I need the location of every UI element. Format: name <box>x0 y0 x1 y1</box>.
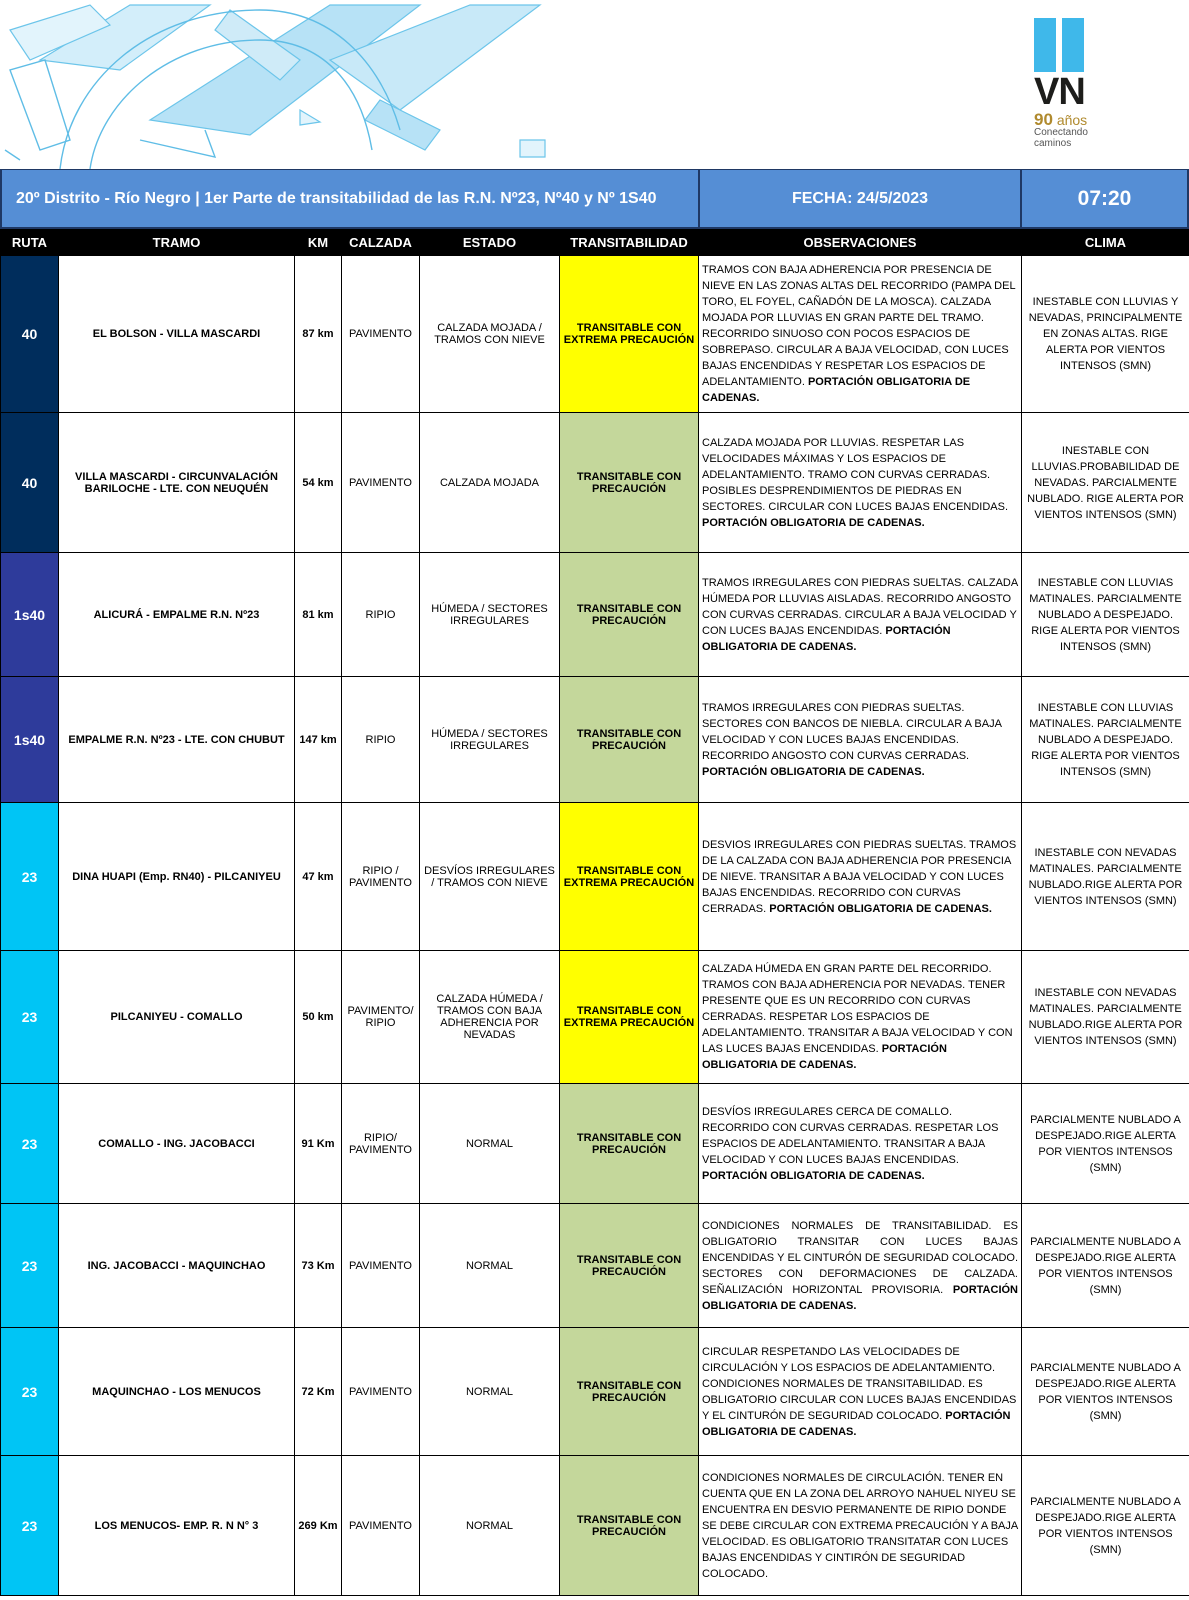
transitability-table <box>0 229 1189 1596</box>
clima-cell: PARCIALMENTE NUBLADO A DESPEJADO.RIGE ALERTA POR VIENTOS INTENSOS (SMN) <box>1022 1328 1189 1456</box>
header-banner <box>0 0 1189 169</box>
ruta-cell: 23 <box>1 951 59 1084</box>
obs-bold-text: PORTACIÓN OBLIGATORIA DE CADENAS. <box>769 902 992 915</box>
table-row <box>1 1204 1189 1328</box>
clima-cell: INESTABLE CON LLUVIAS MATINALES. PARCIALMENTE NUBLADO A DESPEJADO. RIGE ALERTA POR VIENTOS INTENSOS (SMN) <box>1022 677 1189 803</box>
logo-text: VN <box>1034 71 1085 113</box>
report-title: 20º Distrito - Río Negro | 1er Parte de transitabilidad de las R.N. Nº23, Nº40 y Nº 1S40 <box>2 170 698 227</box>
km-cell: 87 km <box>295 256 342 413</box>
col-header-calzada: CALZADA <box>342 230 420 256</box>
table-row <box>1 1084 1189 1204</box>
km-cell: 47 km <box>295 803 342 951</box>
transitabilidad-cell: TRANSITABLE CON PRECAUCIÓN <box>560 1204 699 1328</box>
ruta-cell: 23 <box>1 803 59 951</box>
clima-cell: INESTABLE CON LLUVIAS.PROBABILIDAD DE NEVADAS. PARCIALMENTE NUBLADO. RIGE ALERTA POR VIENTOS INTENSOS (SMN) <box>1022 413 1189 553</box>
obs-text: CONDICIONES NORMALES DE CIRCULACIÓN. TENER EN CUENTA QUE EN LA ZONA DEL ARROYO NAHUEL NIYEU SE ENCUENTRA EN DESVIO PERMANENTE DE RIPIO DONDE SE DEBE CIRCULAR CON EXTREMA PRECAUCIÓN Y A BAJA VELOCIDAD. ES OBLIGATORIO TRANSITATAR CON LUCES BAJAS ENCENDIDAS Y CINTIRÓN DE SEGURIDAD COLOCADO. <box>702 1471 1018 1580</box>
report-time: 07:20 <box>1022 170 1187 227</box>
estado-cell: HÚMEDA / SECTORES IRREGULARES <box>420 677 560 803</box>
col-header-clima: CLIMA <box>1022 230 1189 256</box>
tramo-cell: COMALLO - ING. JACOBACCI <box>59 1084 295 1204</box>
observaciones-cell <box>699 256 1022 413</box>
ruta-cell: 23 <box>1 1328 59 1456</box>
ruta-cell: 23 <box>1 1456 59 1596</box>
transitabilidad-cell: TRANSITABLE CON PRECAUCIÓN <box>560 677 699 803</box>
logo-bar-right <box>1062 18 1084 72</box>
transitabilidad-cell: TRANSITABLE CON EXTREMA PRECAUCIÓN <box>560 256 699 413</box>
obs-bold-text: PORTACIÓN OBLIGATORIA DE CADENAS. <box>702 376 971 404</box>
tramo-cell: ALICURÁ - EMPALME R.N. Nº23 <box>59 553 295 677</box>
calzada-cell: PAVIMENTO/ RIPIO <box>342 951 420 1084</box>
ruta-cell: 1s40 <box>1 553 59 677</box>
clima-cell: PARCIALMENTE NUBLADO A DESPEJADO.RIGE ALERTA POR VIENTOS INTENSOS (SMN) <box>1022 1456 1189 1596</box>
obs-bold-text: PORTACIÓN OBLIGATORIA DE CADENAS. <box>702 765 925 778</box>
km-cell: 91 Km <box>295 1084 342 1204</box>
col-header-ruta: RUTA <box>1 230 59 256</box>
obs-text: CALZADA MOJADA POR LLUVIAS. RESPETAR LAS VELOCIDADES MÁXIMAS Y LOS ESPACIOS DE ADELANTAMIENTO. TRAMO CON CURVAS CERRADAS. POSIBLES DESPRENDIMIENTOS DE PIEDRAS EN SECTORES. CIRCULAR CON LUCES BAJAS ENCENDIDAS. <box>702 436 1009 513</box>
tramo-cell: ING. JACOBACCI - MAQUINCHAO <box>59 1204 295 1328</box>
observaciones-cell <box>699 951 1022 1084</box>
calzada-cell: RIPIO/ PAVIMENTO <box>342 1084 420 1204</box>
col-header-estado: ESTADO <box>420 230 560 256</box>
observaciones-cell <box>699 803 1022 951</box>
observaciones-cell <box>699 413 1022 553</box>
estado-cell: CALZADA MOJADA / TRAMOS CON NIEVE <box>420 256 560 413</box>
estado-cell: NORMAL <box>420 1204 560 1328</box>
logo-tagline: Conectando caminos <box>1034 127 1088 149</box>
obs-text: DESVIOS IRREGULARES CON PIEDRAS SUELTAS. TRAMOS DE LA CALZADA CON BAJA ADHERENCIA POR PRESENCIA DE NIEVE. TRANSITAR A BAJA VELOCIDAD Y CON LUCES BAJAS ENCENDIDAS. RECORRIDO CON CURVAS CERRADAS. <box>702 838 1017 915</box>
observaciones-cell <box>699 677 1022 803</box>
transitabilidad-cell: TRANSITABLE CON EXTREMA PRECAUCIÓN <box>560 803 699 951</box>
clima-cell: INESTABLE CON LLUVIAS MATINALES. PARCIALMENTE NUBLADO A DESPEJADO. RIGE ALERTA POR VIENTOS INTENSOS (SMN) <box>1022 553 1189 677</box>
km-cell: 73 Km <box>295 1204 342 1328</box>
calzada-cell: PAVIMENTO <box>342 256 420 413</box>
tramo-cell: EMPALME R.N. Nº23 - LTE. CON CHUBUT <box>59 677 295 803</box>
observaciones-cell <box>699 1328 1022 1456</box>
logo-anos-number: 90 <box>1034 110 1053 129</box>
obs-text: TRAMOS CON BAJA ADHERENCIA POR PRESENCIA DE NIEVE EN LAS ZONAS ALTAS DEL RECORRIDO (PAMPA DEL TORO, EL FOYEL, CAÑADÓN DE LA MOSCA). CALZADA MOJADA POR LLUVIAS EN GRAN PARTE DEL TRAMO. RECORRIDO SINUOSO CON POCOS ESPACIOS DE SOBREPASO. CIRCULAR A BAJA VELOCIDAD, CON LUCES BAJAS ENCENDIDAS Y RESPETAR LOS ESPACIOS DE ADELANTAMIENTO. <box>702 264 1016 388</box>
transitabilidad-cell: TRANSITABLE CON PRECAUCIÓN <box>560 1456 699 1596</box>
estado-cell: DESVÍOS IRREGULARES / TRAMOS CON NIEVE <box>420 803 560 951</box>
report-date: FECHA: 24/5/2023 <box>700 170 1020 227</box>
transitabilidad-cell: TRANSITABLE CON PRECAUCIÓN <box>560 413 699 553</box>
col-header-transitabilidad: TRANSITABILIDAD <box>560 230 699 256</box>
transitabilidad-cell: TRANSITABLE CON PRECAUCIÓN <box>560 1328 699 1456</box>
transitabilidad-cell: TRANSITABLE CON PRECAUCIÓN <box>560 1084 699 1204</box>
obs-bold-text: PORTACIÓN OBLIGATORIA DE CADENAS. <box>702 624 951 653</box>
col-header-tramo: TRAMO <box>59 230 295 256</box>
ruta-cell: 40 <box>1 413 59 553</box>
km-cell: 54 km <box>295 413 342 553</box>
tramo-cell: MAQUINCHAO - LOS MENUCOS <box>59 1328 295 1456</box>
ruta-cell: 40 <box>1 256 59 413</box>
ruta-cell: 23 <box>1 1204 59 1328</box>
obs-text: TRAMOS IRREGULARES CON PIEDRAS SUELTAS. CALZADA HÚMEDA POR LLUVIAS AISLADAS. RECORRIDO ANGOSTO CON CURVAS CERRADAS. CIRCULAR A BAJA VELOCIDAD Y CON LUCES BAJAS ENCENDIDAS. <box>702 576 1018 637</box>
tramo-cell: DINA HUAPI (Emp. RN40) - PILCANIYEU <box>59 803 295 951</box>
clima-cell: INESTABLE CON NEVADAS MATINALES. PARCIALMENTE NUBLADO.RIGE ALERTA POR VIENTOS INTENSOS (SMN) <box>1022 803 1189 951</box>
estado-cell: NORMAL <box>420 1084 560 1204</box>
calzada-cell: PAVIMENTO <box>342 1328 420 1456</box>
table-row <box>1 677 1189 803</box>
table-row <box>1 951 1189 1084</box>
km-cell: 50 km <box>295 951 342 1084</box>
clima-cell: INESTABLE CON LLUVIAS Y NEVADAS, PRINCIPALMENTE EN ZONAS ALTAS. RIGE ALERTA POR VIENTOS INTENSOS (SMN) <box>1022 256 1189 413</box>
obs-bold-text: PORTACIÓN OBLIGATORIA DE CADENAS. <box>702 1043 947 1071</box>
transitabilidad-cell: TRANSITABLE CON PRECAUCIÓN <box>560 553 699 677</box>
clima-cell: INESTABLE CON NEVADAS MATINALES. PARCIALMENTE NUBLADO.RIGE ALERTA POR VIENTOS INTENSOS (SMN) <box>1022 951 1189 1084</box>
estado-cell: CALZADA MOJADA <box>420 413 560 553</box>
observaciones-cell <box>699 1204 1022 1328</box>
estado-cell: CALZADA HÚMEDA / TRAMOS CON BAJA ADHERENCIA POR NEVADAS <box>420 951 560 1084</box>
km-cell: 147 km <box>295 677 342 803</box>
km-cell: 72 Km <box>295 1328 342 1456</box>
calzada-cell: RIPIO / PAVIMENTO <box>342 803 420 951</box>
estado-cell: NORMAL <box>420 1456 560 1596</box>
table-row <box>1 803 1189 951</box>
calzada-cell: RIPIO <box>342 677 420 803</box>
observaciones-cell <box>699 1084 1022 1204</box>
col-header-observaciones: OBSERVACIONES <box>699 230 1022 256</box>
transitabilidad-cell: TRANSITABLE CON EXTREMA PRECAUCIÓN <box>560 951 699 1084</box>
tramo-cell: LOS MENUCOS- EMP. R. N N° 3 <box>59 1456 295 1596</box>
clima-cell: PARCIALMENTE NUBLADO A DESPEJADO.RIGE ALERTA POR VIENTOS INTENSOS (SMN) <box>1022 1204 1189 1328</box>
obs-text: CONDICIONES NORMALES DE TRANSITABILIDAD. ES OBLIGATORIO TRANSITAR CON LUCES BAJAS ENCENDIDAS Y EL CINTURÓN DE SEGURIDAD COLOCADO. SECTORES CON DEFORMACIONES DE CALZADA. SEÑALIZACIÓN HORIZONTAL PROVISORIA. <box>702 1219 1018 1296</box>
table-row <box>1 1456 1189 1596</box>
obs-bold-text: PORTACIÓN OBLIGATORIA DE CADENAS. <box>702 1283 1018 1312</box>
observaciones-cell <box>699 1456 1022 1596</box>
vialidad-nacional-logo <box>1034 18 1134 158</box>
table-row <box>1 1328 1189 1456</box>
obs-text: DESVÍOS IRREGULARES CERCA DE COMALLO. RECORRIDO CON CURVAS CERRADAS. RESPETAR LOS ESPACIOS DE ADELANTAMIENTO. TRANSITAR A BAJA VELOCIDAD Y CON LUCES BAJAS ENCENDIDAS. <box>702 1105 999 1166</box>
clima-cell: PARCIALMENTE NUBLADO A DESPEJADO.RIGE ALERTA POR VIENTOS INTENSOS (SMN) <box>1022 1084 1189 1204</box>
table-row <box>1 553 1189 677</box>
ruta-cell: 1s40 <box>1 677 59 803</box>
col-header-km: KM <box>295 230 342 256</box>
logo-bar-left <box>1034 18 1056 72</box>
table-header-row <box>1 230 1189 256</box>
km-cell: 269 Km <box>295 1456 342 1596</box>
tramo-cell: EL BOLSON - VILLA MASCARDI <box>59 256 295 413</box>
tramo-cell: PILCANIYEU - COMALLO <box>59 951 295 1084</box>
logo-anos-word: años <box>1056 112 1088 128</box>
observaciones-cell <box>699 553 1022 677</box>
title-bar <box>0 169 1189 229</box>
obs-bold-text: PORTACIÓN OBLIGATORIA DE CADENAS. <box>702 1169 925 1182</box>
ruta-cell: 23 <box>1 1084 59 1204</box>
estado-cell: HÚMEDA / SECTORES IRREGULARES <box>420 553 560 677</box>
estado-cell: NORMAL <box>420 1328 560 1456</box>
calzada-cell: RIPIO <box>342 553 420 677</box>
calzada-cell: PAVIMENTO <box>342 413 420 553</box>
tramo-cell: VILLA MASCARDI - CIRCUNVALACIÓN BARILOCHE - LTE. CON NEUQUÉN <box>59 413 295 553</box>
obs-bold-text: PORTACIÓN OBLIGATORIA DE CADENAS. <box>702 1409 1011 1438</box>
calzada-cell: PAVIMENTO <box>342 1456 420 1596</box>
km-cell: 81 km <box>295 553 342 677</box>
calzada-cell: PAVIMENTO <box>342 1204 420 1328</box>
obs-text: CIRCULAR RESPETANDO LAS VELOCIDADES DE CIRCULACIÓN Y LOS ESPACIOS DE ADELANTAMIENTO. CONDICIONES NORMALES DE TRANSITABILIDAD. ES OBLIGATORIO CIRCULAR CON LUCES BAJAS ENCENDIDAS Y EL CINTURÓN DE SEGURIDAD COLOCADO. <box>702 1345 1017 1422</box>
obs-text: TRAMOS IRREGULARES CON PIEDRAS SUELTAS. SECTORES CON BANCOS DE NIEBLA. CIRCULAR A BAJA VELOCIDAD Y CON LUCES BAJAS ENCENDIDAS. RECORRIDO ANGOSTO CON CURVAS CERRADAS. <box>702 701 1002 762</box>
table-row <box>1 413 1189 553</box>
table-row <box>1 256 1189 413</box>
logo-anniversary <box>1034 112 1087 128</box>
obs-text: CALZADA HÚMEDA EN GRAN PARTE DEL RECORRIDO. TRAMOS CON BAJA ADHERENCIA POR NEVADAS. TENER PRESENTE QUE ES UN RECORRIDO CON CURVAS CERRADAS. RESPETAR LOS ESPACIOS DE ADELANTAMIENTO. TRANSITAR A BAJA VELOCIDAD Y CON LAS LUCES BAJAS ENCENDIDAS. <box>702 963 1013 1055</box>
obs-bold-text: PORTACIÓN OBLIGATORIA DE CADENAS. <box>702 516 925 529</box>
decorative-shapes-graphic <box>0 0 600 169</box>
